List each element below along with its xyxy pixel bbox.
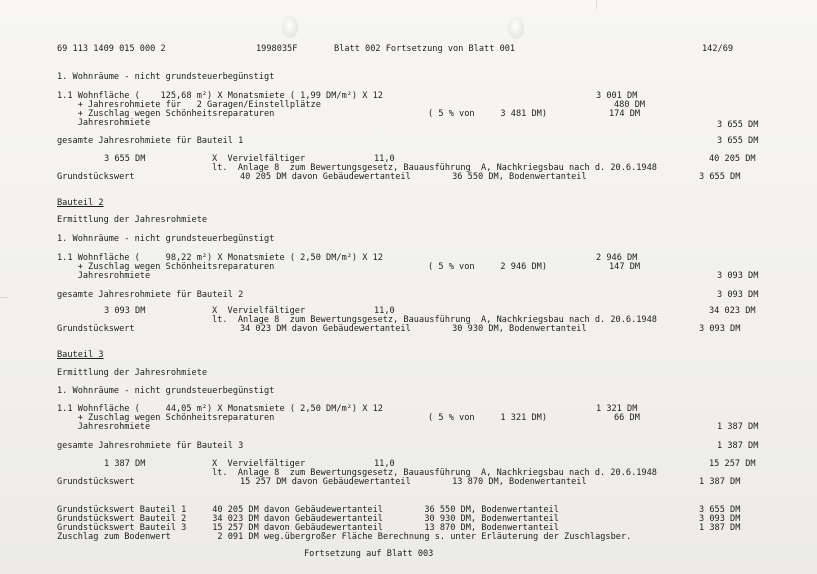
blatt-info: Blatt 002 Fortsetzung von Blatt 001 xyxy=(334,44,516,54)
total-line: gesamte Jahresrohmiete für Bauteil 2 xyxy=(57,290,244,300)
amount: 3 093 DM xyxy=(699,324,741,334)
amount: 1 387 DM xyxy=(699,477,741,487)
amount: 1 387 DM xyxy=(717,441,759,451)
fold-mark xyxy=(0,297,8,298)
zuschlag-percent: ( 5 % von 2 946 DM) xyxy=(428,262,547,272)
ermittlung-heading: Ermittlung der Jahresrohmiete xyxy=(57,215,208,225)
amount: 40 205 DM xyxy=(709,154,756,164)
zuschlag-line: + Zuschlag wegen Schönheitsreparaturen xyxy=(57,262,275,272)
zuschlag-percent: ( 5 % von 1 321 DM) xyxy=(428,413,547,423)
punch-hole xyxy=(282,16,298,38)
amount: 3 093 DM xyxy=(717,290,759,300)
ermittlung-heading: Ermittlung der Jahresrohmiete xyxy=(57,368,208,378)
amount: 3 655 DM xyxy=(104,154,146,164)
zuschlag-line: + Zuschlag wegen Schönheitsreparaturen xyxy=(57,109,275,119)
summary-row: Grundstückswert Bauteil 1 40 205 DM davon Gebäudewertanteil 36 550 DM, Bodenwertanteil xyxy=(57,505,559,515)
page-ref: 142/69 xyxy=(702,44,734,54)
anlage-line: lt. Anlage 8 zum Bewertungsgesetz, Bauausführung A, Nachkriegsbau nach d. 20.6.1948 xyxy=(212,315,657,325)
punch-hole xyxy=(508,17,524,39)
jahresrohmiete-line: Jahresrohmiete xyxy=(57,422,151,432)
vervielfaeltiger: X Vervielfältiger xyxy=(212,154,306,164)
anlage-line: lt. Anlage 8 zum Bewertungsgesetz, Bauausführung A, Nachkriegsbau nach d. 20.6.1948 xyxy=(212,163,657,173)
zuschlag-percent: ( 5 % von 3 481 DM) xyxy=(428,109,547,119)
amount: 1 387 DM xyxy=(699,523,741,533)
grundstueckswert-detail: 34 023 DM davon Gebäudewertanteil 30 930 DM, Bodenwertanteil xyxy=(240,324,587,334)
amount: 66 DM xyxy=(614,413,640,423)
jahresrohmiete-line: Jahresrohmiete xyxy=(57,118,151,128)
amount: 2 946 DM xyxy=(596,253,638,263)
wohnflaeche-line: 1.1 Wohnfläche ( 125,68 m²) X Monatsmiete ( 1,99 DM/m²) X 12 xyxy=(57,91,383,101)
bauteil-heading: Bauteil 2 xyxy=(57,198,104,208)
total-line: gesamte Jahresrohmiete für Bauteil 3 xyxy=(57,441,244,451)
amount: 3 655 DM xyxy=(717,136,759,146)
summary-row: Zuschlag zum Bodenwert 2 091 DM weg.übergroßer Fläche Berechnung s. unter Erläuterung der Zuschlagsber. xyxy=(57,532,632,542)
amount: 147 DM xyxy=(609,262,641,272)
amount: 3 093 DM xyxy=(699,514,741,524)
grundstueckswert-label: Grundstückswert xyxy=(57,324,135,334)
garagen-line: + Jahresrohmiete für 2 Garagen/Einstellplätze xyxy=(57,100,321,110)
vervielfaeltiger: X Vervielfältiger xyxy=(212,306,306,316)
fold-mark xyxy=(596,0,597,9)
wohnflaeche-line: 1.1 Wohnfläche ( 98,22 m²) X Monatsmiete ( 2,50 DM/m²) X 12 xyxy=(57,253,383,263)
amount: 3 001 DM xyxy=(596,91,638,101)
grundstueckswert-label: Grundstückswert xyxy=(57,172,135,182)
factor: 11,0 xyxy=(374,459,395,469)
total-line: gesamte Jahresrohmiete für Bauteil 1 xyxy=(57,136,244,146)
section-heading: 1. Wohnräume - nicht grundsteuerbegünstigt xyxy=(57,386,275,396)
amount: 174 DM xyxy=(609,109,641,119)
amount: 3 655 DM xyxy=(699,172,741,182)
amount: 3 093 DM xyxy=(104,306,146,316)
amount: 1 387 DM xyxy=(717,422,759,432)
summary-row: Grundstückswert Bauteil 3 15 257 DM davon Gebäudewertanteil 13 870 DM, Bodenwertanteil xyxy=(57,523,559,533)
section-heading: 1. Wohnräume - nicht grundsteuerbegünstigt xyxy=(57,72,275,82)
amount: 15 257 DM xyxy=(709,459,756,469)
jahresrohmiete-line: Jahresrohmiete xyxy=(57,271,151,281)
summary-row: Grundstückswert Bauteil 2 34 023 DM davon Gebäudewertanteil 30 930 DM, Bodenwertanteil xyxy=(57,514,559,524)
section-heading: 1. Wohnräume - nicht grundsteuerbegünstigt xyxy=(57,234,275,244)
grundstueckswert-label: Grundstückswert xyxy=(57,477,135,487)
wohnflaeche-line: 1.1 Wohnfläche ( 44,05 m²) X Monatsmiete ( 2,50 DM/m²) X 12 xyxy=(57,404,383,414)
vervielfaeltiger: X Vervielfältiger xyxy=(212,459,306,469)
factor: 11,0 xyxy=(374,154,395,164)
ref-number: 69 113 1409 015 000 2 xyxy=(57,44,166,54)
amount: 1 387 DM xyxy=(104,459,146,469)
amount: 3 093 DM xyxy=(717,271,759,281)
grundstueckswert-detail: 40 205 DM davon Gebäudewertanteil 36 550 DM, Bodenwertanteil xyxy=(240,172,587,182)
amount: 3 655 DM xyxy=(699,505,741,515)
footer-note: Fortsetzung auf Blatt 003 xyxy=(304,549,434,559)
amount: 1 321 DM xyxy=(596,404,638,414)
grundstueckswert-detail: 15 257 DM davon Gebäudewertanteil 13 870 DM, Bodenwertanteil xyxy=(240,477,587,487)
anlage-line: lt. Anlage 8 zum Bewertungsgesetz, Bauausführung A, Nachkriegsbau nach d. 20.6.1948 xyxy=(212,468,657,478)
amount: 480 DM xyxy=(614,100,646,110)
amount: 34 023 DM xyxy=(709,306,756,316)
code: 1998035F xyxy=(256,44,298,54)
bauteil-heading: Bauteil 3 xyxy=(57,350,104,360)
zuschlag-line: + Zuschlag wegen Schönheitsreparaturen xyxy=(57,413,275,423)
amount: 3 655 DM xyxy=(717,120,759,130)
factor: 11,0 xyxy=(374,306,395,316)
